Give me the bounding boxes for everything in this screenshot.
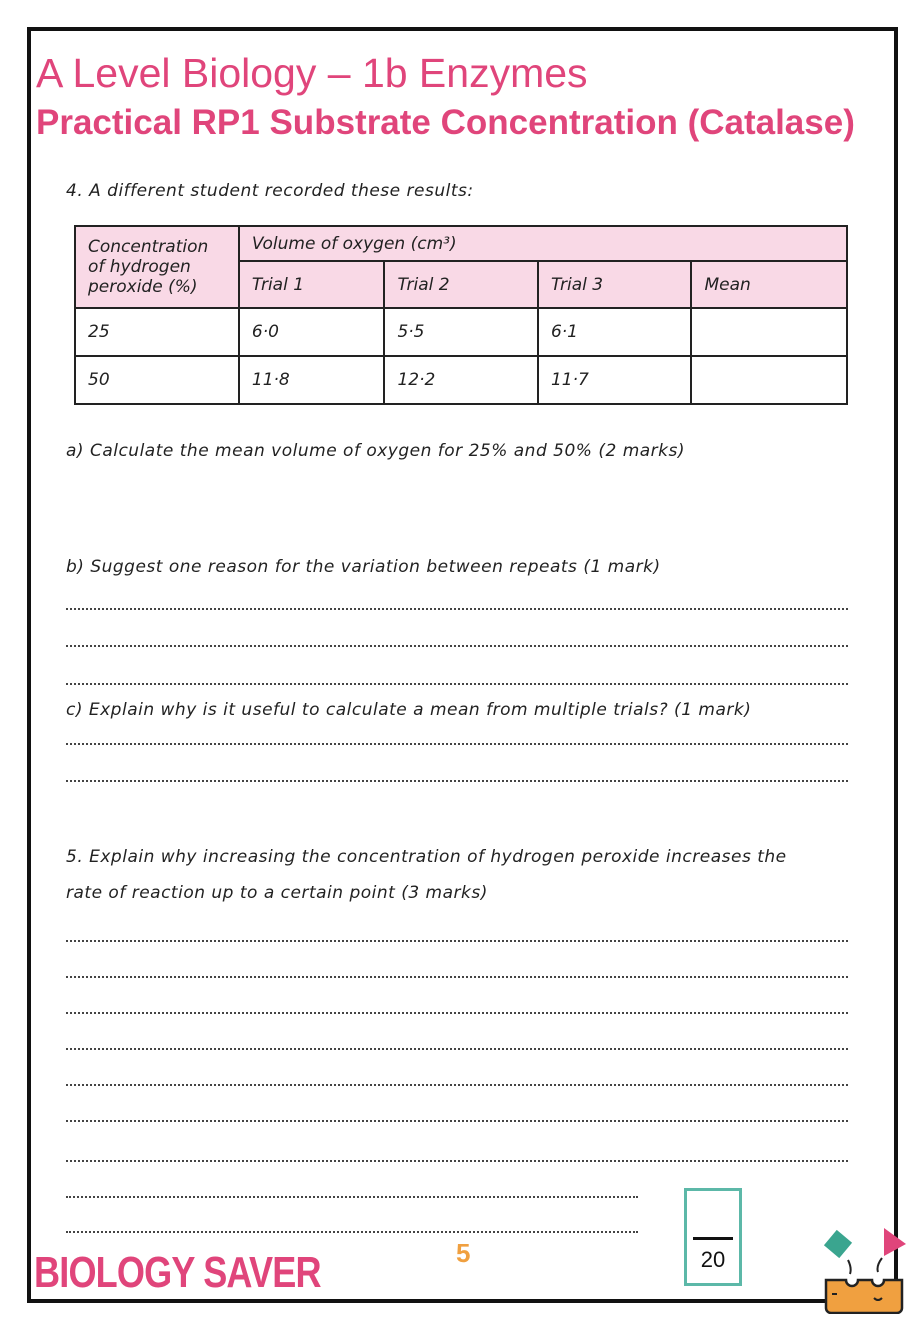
row-trial-1: 11·8: [239, 356, 385, 404]
row-trial-2: 5·5: [384, 308, 538, 356]
row-concentration: 50: [75, 356, 239, 404]
answer-line[interactable]: [66, 645, 848, 647]
mascot-icon: [818, 1222, 910, 1314]
question-4b: b) Suggest one reason for the variation between repeats (1 mark): [66, 557, 661, 577]
score-box: [684, 1188, 742, 1286]
concentration-header: Concentration of hydrogen peroxide (%): [75, 226, 239, 308]
question-4a: a) Calculate the mean volume of oxygen for 25% and 50% (2 marks): [66, 441, 685, 461]
question-5-line-2: rate of reaction up to a certain point (3 marks): [66, 883, 488, 903]
answer-line[interactable]: [66, 1196, 638, 1198]
question-4c: c) Explain why is it useful to calculate a mean from multiple trials? (1 mark): [66, 700, 752, 720]
row-mean-answer[interactable]: [691, 356, 847, 404]
column-header-mean: Mean: [691, 261, 847, 308]
table-row: [75, 356, 847, 404]
results-table: [74, 225, 848, 405]
page-frame: [27, 27, 898, 1303]
answer-line[interactable]: [66, 1048, 848, 1050]
biology-saver-logo: BIOLOGY SAVER: [34, 1248, 321, 1297]
row-trial-3: 11·7: [538, 356, 692, 404]
answer-line[interactable]: [66, 1084, 848, 1086]
answer-line[interactable]: [66, 683, 848, 685]
answer-line[interactable]: [66, 1231, 638, 1233]
row-concentration: 25: [75, 308, 239, 356]
answer-line[interactable]: [66, 1120, 848, 1122]
answer-line[interactable]: [66, 780, 848, 782]
page-subtitle: Practical RP1 Substrate Concentration (Catalase): [36, 103, 855, 142]
answer-line[interactable]: [66, 1012, 848, 1014]
question-5-line-1: 5. Explain why increasing the concentration of hydrogen peroxide increases the: [66, 847, 787, 867]
question-4-intro: 4. A different student recorded these results:: [66, 181, 474, 201]
row-trial-1: 6·0: [239, 308, 385, 356]
page-number: 5: [456, 1238, 471, 1268]
column-header-trial-2: Trial 2: [384, 261, 538, 308]
answer-line[interactable]: [66, 1160, 848, 1162]
page-title: A Level Biology – 1b Enzymes: [36, 50, 588, 96]
score-total: 20: [700, 1247, 726, 1272]
row-trial-2: 12·2: [384, 356, 538, 404]
answer-line[interactable]: [66, 940, 848, 942]
volume-header: Volume of oxygen (cm³): [239, 226, 847, 261]
column-header-trial-3: Trial 3: [538, 261, 692, 308]
column-header-trial-1: Trial 1: [239, 261, 385, 308]
row-trial-3: 6·1: [538, 308, 692, 356]
row-mean-answer[interactable]: [691, 308, 847, 356]
answer-line[interactable]: [66, 976, 848, 978]
answer-line[interactable]: [66, 743, 848, 745]
table-row: [75, 308, 847, 356]
score-divider: [693, 1237, 733, 1240]
answer-line[interactable]: [66, 608, 848, 610]
